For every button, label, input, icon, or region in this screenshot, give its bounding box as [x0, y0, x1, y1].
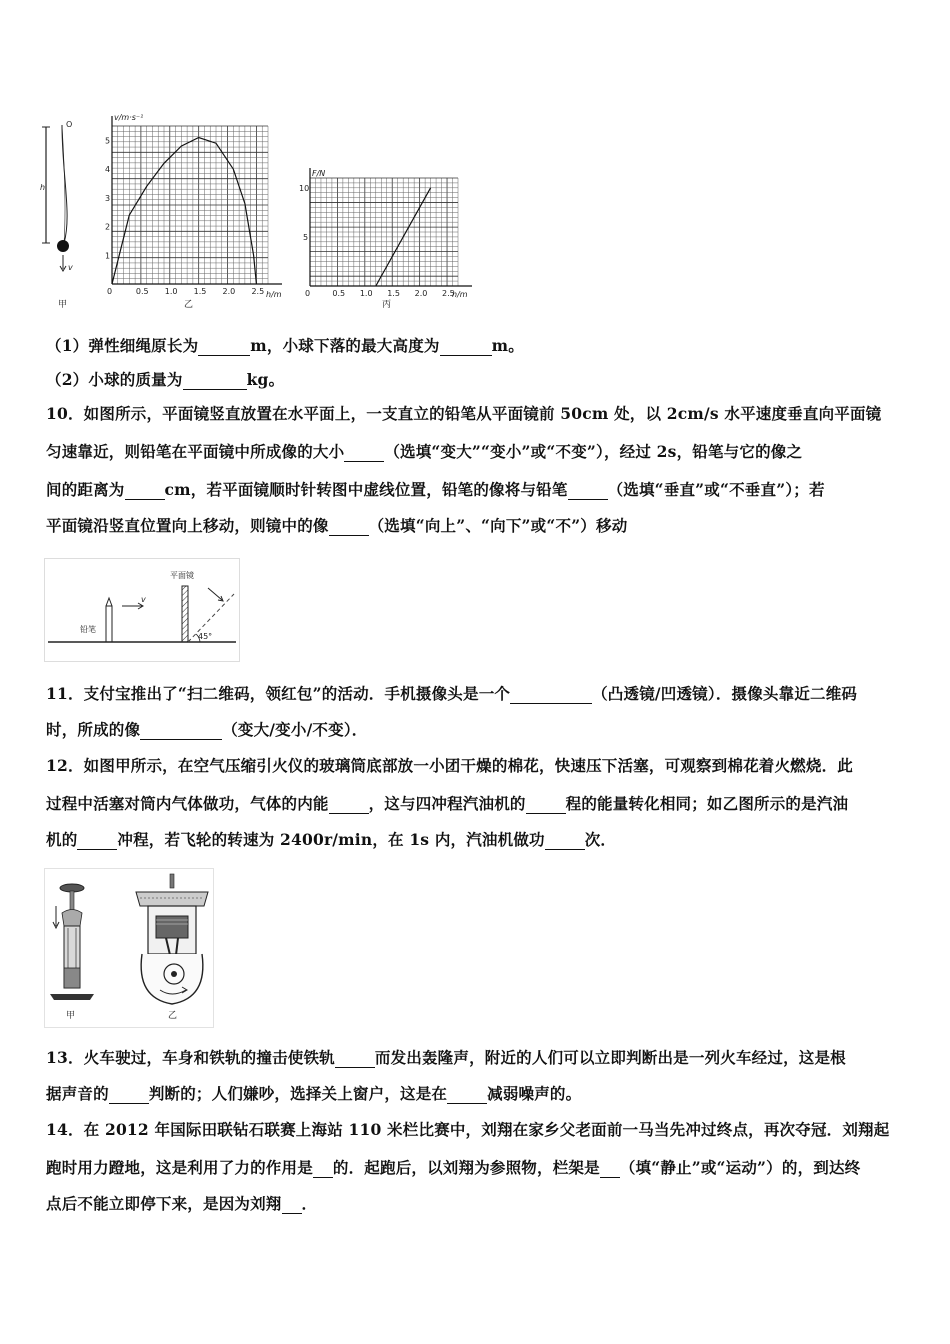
x-tick-label: 2.5: [251, 287, 265, 296]
ball: [57, 240, 69, 252]
x-tick-label: 2.0: [222, 287, 236, 296]
caption-bing: 丙: [382, 300, 392, 310]
q12-line1: 12．如图甲所示，在空气压缩引火仪的玻璃筒底部放一小团干燥的棉花，快速压下活塞，可观察到棉花着火燃烧．此: [46, 756, 853, 775]
answer-blank[interactable]: [600, 1161, 620, 1178]
q9-part2: （2）小球的质量为 kg。: [46, 370, 285, 389]
q10-line2: 匀速靠近，则铅笔在平面镜中所成像的大小 （选填“变大”“变小”或“不变”），经过 2s，铅笔与它的像之: [46, 442, 803, 461]
label-angle: 45°: [198, 632, 213, 641]
q13-line2: 据声音的 判断的；人们嫌吵，选择关上窗户，这是在 减弱噪声的。: [46, 1084, 582, 1103]
label-pencil: 铅笔: [80, 625, 96, 634]
x-tick-label: 1.5: [193, 287, 207, 296]
answer-blank[interactable]: [313, 1161, 333, 1178]
answer-blank[interactable]: [335, 1051, 375, 1068]
series-line: [112, 138, 256, 285]
x-tick-label: 0: [305, 289, 311, 298]
x-tick-label: 2.0: [414, 289, 428, 298]
answer-blank[interactable]: [510, 687, 592, 704]
y-axis-label: v/m·s⁻¹: [114, 113, 144, 122]
label-v: v: [141, 595, 146, 604]
q10-line4: 平面镜沿竖直位置向上移动，则镜中的像 （选填“向上”、“向下”或“不”）移动: [46, 516, 628, 535]
q10-line1: 10．如图所示，平面镜竖直放置在水平面上，一支直立的铅笔从平面镜前 50cm 处，以 2cm/s 水平速度垂直向平面镜: [46, 404, 882, 423]
answer-blank[interactable]: [447, 1087, 487, 1104]
x-tick-label: 1.5: [387, 289, 400, 298]
label-v: v: [68, 263, 73, 272]
q9-part1: （1）弹性细绳原长为 m，小球下落的最大高度为 m。: [46, 336, 524, 355]
figure-igniter-and-engine: [44, 868, 214, 1028]
answer-blank[interactable]: [329, 519, 369, 536]
answer-blank[interactable]: [440, 339, 492, 356]
x-axis-label: h/m: [266, 290, 282, 299]
x-axis-label: h/m: [452, 290, 468, 299]
q12-line3: 机的 冲程，若飞轮的转速为 2400r/min，在 1s 内，汽油机做功 次．: [46, 830, 617, 849]
chart-yi-velocity-height: [98, 112, 298, 310]
air-compression-igniter: [50, 884, 94, 1000]
q14-line2: 跑时用力蹬地，这是利用了力的作用是 的．起跑后，以刘翔为参照物，栏架是 （填“静止”或“运动”）的，到达终: [46, 1158, 861, 1177]
x-tick-label: 1.0: [164, 287, 178, 296]
figure-jia-ball-drop: [38, 115, 88, 315]
caption-jia: 甲: [58, 300, 68, 310]
label-o: O: [66, 120, 73, 129]
x-tick-label: 0.5: [135, 287, 149, 296]
x-tick-label: 1.0: [359, 289, 373, 298]
y-tick-label: 2: [105, 222, 111, 232]
plane-mirror: [182, 586, 188, 642]
answer-blank[interactable]: [77, 833, 117, 850]
q10-line3: 间的距离为 cm，若平面镜顺时针转图中虚线位置，铅笔的像将与铅笔 （选填“垂直”或“不垂直”）；若: [46, 480, 825, 499]
q12-line2: 过程中活塞对筒内气体做功，气体的内能 ，这与四冲程汽油机的 程的能量转化相同；如乙图所示的是汽油: [46, 794, 849, 813]
q14-line1: 14．在 2012 年国际田联钻石联赛上海站 110 米栏比赛中，刘翔在家乡父老面前一马当先冲过终点，再次夺冠．刘翔起: [46, 1120, 890, 1139]
pencil: [106, 606, 112, 642]
y-tick-label: 10: [299, 183, 310, 193]
answer-blank[interactable]: [125, 483, 165, 500]
y-tick-label: 1: [105, 251, 111, 261]
x-tick-label: 0: [107, 287, 113, 296]
answer-blank[interactable]: [545, 833, 585, 850]
q11-line1: 11．支付宝推出了“扫二维码，领红包”的活动．手机摄像头是一个 （凸透镜/凹透镜）．摄像头靠近二维码: [46, 684, 858, 703]
answer-blank[interactable]: [198, 339, 250, 356]
answer-blank[interactable]: [344, 445, 384, 462]
answer-blank[interactable]: [282, 1197, 302, 1214]
answer-blank[interactable]: [329, 797, 369, 814]
caption-yi: 乙: [168, 1011, 178, 1021]
q14-line3: 点后不能立即停下来，是因为刘翔 ．: [46, 1194, 318, 1213]
answer-blank[interactable]: [183, 373, 247, 390]
x-tick-label: 2.5: [442, 289, 455, 298]
y-axis-label: F/N: [312, 169, 326, 178]
answer-blank[interactable]: [568, 483, 608, 500]
answer-blank[interactable]: [140, 723, 222, 740]
answer-blank[interactable]: [109, 1087, 149, 1104]
y-tick-label: 5: [105, 136, 111, 146]
x-tick-label: 0.5: [332, 289, 346, 298]
figure-mirror-pencil: [44, 558, 240, 662]
y-tick-label: 4: [105, 165, 111, 175]
answer-blank[interactable]: [526, 797, 566, 814]
y-tick-label: 5: [303, 232, 309, 242]
caption-yi: 乙: [184, 300, 194, 310]
caption-jia: 甲: [66, 1011, 76, 1021]
q13-line1: 13．火车驶过，车身和铁轨的撞击使铁轨 而发出轰隆声，附近的人们可以立即判断出是一列火车经过，这是根: [46, 1048, 846, 1067]
gasoline-engine: [136, 874, 208, 1004]
label-mirror: 平面镜: [170, 571, 194, 580]
label-h: h: [40, 183, 46, 192]
chart-bing-force-height: [296, 166, 476, 310]
y-tick-label: 3: [105, 193, 111, 203]
q11-line2: 时，所成的像 （变大/变小/不变）．: [46, 720, 368, 739]
